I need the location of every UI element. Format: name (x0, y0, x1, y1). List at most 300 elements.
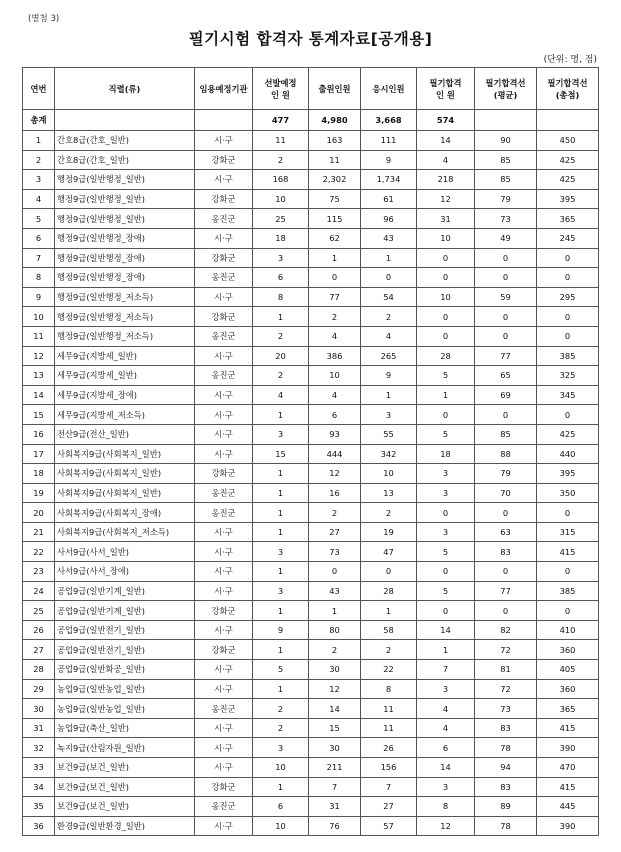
row-no: 20 (23, 503, 55, 523)
row-tested: 2 (361, 307, 417, 327)
page-title: 필기시험 합격자 통계자료[공개용] (188, 30, 433, 48)
row-agency: 시·구 (195, 346, 253, 366)
table-row (23, 346, 599, 366)
row-cut-avg: 85 (475, 170, 537, 190)
row-cut-total: 440 (537, 444, 599, 464)
row-applied: 0 (309, 562, 361, 582)
row-passed: 4 (417, 699, 475, 719)
row-no: 1 (23, 131, 55, 151)
row-cut-avg: 70 (475, 483, 537, 503)
table-row (23, 542, 599, 562)
row-cut-avg: 0 (475, 307, 537, 327)
row-applied: 10 (309, 366, 361, 386)
row-planned: 1 (253, 562, 309, 582)
row-cut-avg: 69 (475, 385, 537, 405)
row-series: 세무9급(지방세_일반) (55, 346, 195, 366)
row-series: 전산9급(전산_일반) (55, 424, 195, 444)
row-agency: 강화군 (195, 150, 253, 170)
row-planned: 10 (253, 189, 309, 209)
row-cut-avg: 85 (475, 424, 537, 444)
row-no: 12 (23, 346, 55, 366)
row-no: 9 (23, 287, 55, 307)
row-cut-total: 425 (537, 424, 599, 444)
row-applied: 11 (309, 150, 361, 170)
row-tested: 0 (361, 562, 417, 582)
row-agency: 강화군 (195, 464, 253, 484)
row-agency: 강화군 (195, 248, 253, 268)
row-agency: 옹진군 (195, 366, 253, 386)
row-passed: 8 (417, 797, 475, 817)
row-applied: 2 (309, 640, 361, 660)
table-row (23, 464, 599, 484)
table-row (23, 405, 599, 425)
row-series: 세무9급(지방세_장애) (55, 385, 195, 405)
row-planned: 2 (253, 150, 309, 170)
row-series: 보건9급(보건_일반) (55, 777, 195, 797)
row-planned: 1 (253, 483, 309, 503)
row-no: 23 (23, 562, 55, 582)
row-passed: 31 (417, 209, 475, 229)
row-cut-avg: 90 (475, 131, 537, 151)
row-agency: 옹진군 (195, 483, 253, 503)
row-cut-total: 395 (537, 464, 599, 484)
row-cut-total: 405 (537, 660, 599, 680)
row-cut-total: 390 (537, 738, 599, 758)
row-no: 36 (23, 816, 55, 836)
table-row (23, 816, 599, 836)
row-cut-total: 0 (537, 405, 599, 425)
table-row (23, 562, 599, 582)
row-no: 11 (23, 326, 55, 346)
row-no: 34 (23, 777, 55, 797)
row-planned: 1 (253, 522, 309, 542)
row-agency: 강화군 (195, 601, 253, 621)
row-tested: 8 (361, 679, 417, 699)
table-row (23, 699, 599, 719)
row-cut-total: 385 (537, 581, 599, 601)
table-row (23, 307, 599, 327)
row-cut-avg: 83 (475, 542, 537, 562)
row-tested: 11 (361, 718, 417, 738)
row-applied: 80 (309, 620, 361, 640)
row-series: 간호8급(간호_일반) (55, 150, 195, 170)
row-planned: 2 (253, 718, 309, 738)
row-tested: 13 (361, 483, 417, 503)
row-no: 29 (23, 679, 55, 699)
row-applied: 4 (309, 326, 361, 346)
row-no: 5 (23, 209, 55, 229)
row-passed: 5 (417, 366, 475, 386)
total-row (23, 110, 599, 131)
row-agency: 시·구 (195, 444, 253, 464)
table-row (23, 444, 599, 464)
row-tested: 2 (361, 640, 417, 660)
row-cut-total: 415 (537, 777, 599, 797)
row-tested: 111 (361, 131, 417, 151)
row-agency: 옹진군 (195, 209, 253, 229)
row-cut-total: 360 (537, 640, 599, 660)
row-tested: 28 (361, 581, 417, 601)
row-cut-total: 350 (537, 483, 599, 503)
row-planned: 1 (253, 307, 309, 327)
row-agency: 시·구 (195, 385, 253, 405)
row-series: 세무9급(지방세_저소득) (55, 405, 195, 425)
row-agency: 시·구 (195, 581, 253, 601)
row-no: 22 (23, 542, 55, 562)
row-cut-avg: 72 (475, 679, 537, 699)
row-cut-total: 450 (537, 131, 599, 151)
row-cut-avg: 88 (475, 444, 537, 464)
row-cut-avg: 0 (475, 326, 537, 346)
row-tested: 2 (361, 503, 417, 523)
row-cut-avg: 77 (475, 346, 537, 366)
row-planned: 6 (253, 268, 309, 288)
row-passed: 0 (417, 503, 475, 523)
row-cut-avg: 0 (475, 405, 537, 425)
row-no: 7 (23, 248, 55, 268)
row-tested: 11 (361, 699, 417, 719)
row-passed: 5 (417, 424, 475, 444)
row-cut-total: 315 (537, 522, 599, 542)
row-cut-avg: 79 (475, 189, 537, 209)
row-cut-avg: 77 (475, 581, 537, 601)
row-applied: 386 (309, 346, 361, 366)
total-tested: 3,668 (361, 110, 417, 131)
row-passed: 3 (417, 483, 475, 503)
row-cut-avg: 85 (475, 150, 537, 170)
row-cut-avg: 78 (475, 816, 537, 836)
table-row (23, 777, 599, 797)
row-agency: 시·구 (195, 738, 253, 758)
header-col-agency: 임용예정기관 (195, 68, 253, 110)
header-col-cut-total: 필기합격선 (총점) (537, 68, 599, 110)
row-no: 10 (23, 307, 55, 327)
row-passed: 0 (417, 307, 475, 327)
row-agency: 시·구 (195, 542, 253, 562)
row-cut-avg: 81 (475, 660, 537, 680)
row-planned: 2 (253, 366, 309, 386)
row-cut-total: 0 (537, 248, 599, 268)
total-cut-avg (475, 110, 537, 131)
row-applied: 27 (309, 522, 361, 542)
row-applied: 93 (309, 424, 361, 444)
row-agency: 시·구 (195, 718, 253, 738)
row-planned: 168 (253, 170, 309, 190)
row-series: 행정9급(일반행정_일반) (55, 209, 195, 229)
row-passed: 6 (417, 738, 475, 758)
row-cut-total: 245 (537, 228, 599, 248)
row-applied: 7 (309, 777, 361, 797)
row-planned: 1 (253, 777, 309, 797)
row-applied: 163 (309, 131, 361, 151)
row-tested: 61 (361, 189, 417, 209)
row-series: 공업9급(일반화공_일반) (55, 660, 195, 680)
row-planned: 1 (253, 503, 309, 523)
total-label: 총계 (23, 110, 55, 131)
row-passed: 0 (417, 326, 475, 346)
row-series: 사회복지9급(사회복지_저소득) (55, 522, 195, 542)
row-cut-total: 345 (537, 385, 599, 405)
row-tested: 1,734 (361, 170, 417, 190)
row-applied: 77 (309, 287, 361, 307)
row-planned: 10 (253, 816, 309, 836)
row-no: 33 (23, 758, 55, 778)
row-tested: 58 (361, 620, 417, 640)
table-row (23, 718, 599, 738)
row-series: 행정9급(일반행정_일반) (55, 189, 195, 209)
table-row (23, 522, 599, 542)
row-cut-avg: 49 (475, 228, 537, 248)
row-applied: 14 (309, 699, 361, 719)
row-cut-total: 425 (537, 150, 599, 170)
row-applied: 12 (309, 679, 361, 699)
row-no: 25 (23, 601, 55, 621)
row-cut-avg: 83 (475, 718, 537, 738)
row-cut-total: 410 (537, 620, 599, 640)
header-col-series: 직렬(류) (55, 68, 195, 110)
row-agency: 시·구 (195, 562, 253, 582)
row-cut-avg: 79 (475, 464, 537, 484)
row-applied: 62 (309, 228, 361, 248)
row-series: 공업9급(일반전기_일반) (55, 620, 195, 640)
row-series: 농업9급(일반농업_일반) (55, 679, 195, 699)
row-passed: 12 (417, 189, 475, 209)
row-passed: 3 (417, 679, 475, 699)
row-passed: 0 (417, 562, 475, 582)
row-planned: 15 (253, 444, 309, 464)
row-series: 사회복지9급(사회복지_일반) (55, 464, 195, 484)
row-cut-avg: 0 (475, 601, 537, 621)
row-planned: 6 (253, 797, 309, 817)
row-passed: 0 (417, 601, 475, 621)
row-passed: 1 (417, 640, 475, 660)
row-no: 19 (23, 483, 55, 503)
table-row (23, 581, 599, 601)
row-tested: 156 (361, 758, 417, 778)
row-no: 27 (23, 640, 55, 660)
header-col-no: 연번 (23, 68, 55, 110)
table-row (23, 660, 599, 680)
row-series: 행정9급(일반행정_장애) (55, 248, 195, 268)
header-col-tested: 응시인원 (361, 68, 417, 110)
row-cut-total: 0 (537, 562, 599, 582)
row-planned: 1 (253, 640, 309, 660)
table-row (23, 601, 599, 621)
row-planned: 18 (253, 228, 309, 248)
row-cut-total: 0 (537, 601, 599, 621)
row-planned: 3 (253, 424, 309, 444)
row-agency: 시·구 (195, 816, 253, 836)
total-empty-cell (55, 110, 195, 131)
row-applied: 75 (309, 189, 361, 209)
row-cut-total: 0 (537, 326, 599, 346)
row-series: 사회복지9급(사회복지_장애) (55, 503, 195, 523)
row-series: 환경9급(일반환경_일반) (55, 816, 195, 836)
row-applied: 0 (309, 268, 361, 288)
table-row (23, 385, 599, 405)
table-row (23, 248, 599, 268)
row-series: 행정9급(일반행정_저소득) (55, 307, 195, 327)
row-cut-avg: 89 (475, 797, 537, 817)
row-cut-avg: 73 (475, 209, 537, 229)
row-planned: 1 (253, 464, 309, 484)
row-agency: 옹진군 (195, 503, 253, 523)
total-cut-total (537, 110, 599, 131)
row-cut-total: 0 (537, 307, 599, 327)
table-row (23, 366, 599, 386)
row-applied: 1 (309, 248, 361, 268)
row-agency: 시·구 (195, 228, 253, 248)
table-row (23, 620, 599, 640)
table-row (23, 228, 599, 248)
header-col-planned: 선발예정 인 원 (253, 68, 309, 110)
table-row (23, 738, 599, 758)
row-cut-avg: 78 (475, 738, 537, 758)
row-tested: 9 (361, 366, 417, 386)
row-agency: 강화군 (195, 777, 253, 797)
row-planned: 3 (253, 581, 309, 601)
row-cut-total: 0 (537, 503, 599, 523)
total-applied: 4,980 (309, 110, 361, 131)
row-applied: 4 (309, 385, 361, 405)
row-tested: 1 (361, 385, 417, 405)
table-row (23, 131, 599, 151)
row-agency: 시·구 (195, 287, 253, 307)
row-no: 6 (23, 228, 55, 248)
row-series: 사서9급(사서_장애) (55, 562, 195, 582)
table-row (23, 326, 599, 346)
row-tested: 9 (361, 150, 417, 170)
row-agency: 시·구 (195, 679, 253, 699)
row-passed: 5 (417, 542, 475, 562)
row-applied: 43 (309, 581, 361, 601)
row-planned: 25 (253, 209, 309, 229)
row-planned: 3 (253, 248, 309, 268)
table-row (23, 170, 599, 190)
row-agency: 옹진군 (195, 797, 253, 817)
row-tested: 3 (361, 405, 417, 425)
row-planned: 1 (253, 679, 309, 699)
row-series: 공업9급(일반전기_일반) (55, 640, 195, 660)
row-cut-total: 390 (537, 816, 599, 836)
row-cut-avg: 83 (475, 777, 537, 797)
row-series: 간호8급(간호_일반) (55, 131, 195, 151)
table-row (23, 424, 599, 444)
row-no: 17 (23, 444, 55, 464)
row-applied: 15 (309, 718, 361, 738)
row-planned: 3 (253, 542, 309, 562)
row-applied: 73 (309, 542, 361, 562)
row-passed: 4 (417, 718, 475, 738)
row-no: 28 (23, 660, 55, 680)
row-cut-avg: 82 (475, 620, 537, 640)
row-applied: 115 (309, 209, 361, 229)
table-row (23, 483, 599, 503)
row-agency: 옹진군 (195, 268, 253, 288)
row-passed: 5 (417, 581, 475, 601)
row-agency: 시·구 (195, 522, 253, 542)
row-applied: 30 (309, 660, 361, 680)
row-passed: 14 (417, 620, 475, 640)
row-no: 26 (23, 620, 55, 640)
total-empty-cell (195, 110, 253, 131)
row-no: 3 (23, 170, 55, 190)
row-agency: 시·구 (195, 660, 253, 680)
row-planned: 1 (253, 405, 309, 425)
row-planned: 4 (253, 385, 309, 405)
row-cut-total: 445 (537, 797, 599, 817)
row-cut-avg: 0 (475, 503, 537, 523)
row-cut-total: 365 (537, 209, 599, 229)
row-passed: 7 (417, 660, 475, 680)
row-planned: 10 (253, 758, 309, 778)
row-series: 사서9급(사서_일반) (55, 542, 195, 562)
row-applied: 16 (309, 483, 361, 503)
row-cut-avg: 73 (475, 699, 537, 719)
row-agency: 강화군 (195, 189, 253, 209)
row-tested: 0 (361, 268, 417, 288)
row-series: 행정9급(일반행정_장애) (55, 228, 195, 248)
row-tested: 54 (361, 287, 417, 307)
row-no: 32 (23, 738, 55, 758)
row-planned: 20 (253, 346, 309, 366)
table-row (23, 150, 599, 170)
row-no: 15 (23, 405, 55, 425)
row-applied: 211 (309, 758, 361, 778)
stats-table (22, 67, 599, 836)
table-row (23, 209, 599, 229)
row-planned: 9 (253, 620, 309, 640)
row-tested: 7 (361, 777, 417, 797)
table-row (23, 758, 599, 778)
row-tested: 265 (361, 346, 417, 366)
row-cut-avg: 0 (475, 268, 537, 288)
row-cut-total: 395 (537, 189, 599, 209)
row-tested: 27 (361, 797, 417, 817)
row-tested: 22 (361, 660, 417, 680)
header-row (23, 68, 599, 110)
table-row (23, 287, 599, 307)
row-cut-total: 415 (537, 542, 599, 562)
row-tested: 1 (361, 601, 417, 621)
row-no: 18 (23, 464, 55, 484)
row-series: 행정9급(일반행정_저소득) (55, 287, 195, 307)
row-tested: 57 (361, 816, 417, 836)
row-passed: 4 (417, 150, 475, 170)
row-cut-avg: 59 (475, 287, 537, 307)
row-passed: 1 (417, 385, 475, 405)
row-tested: 19 (361, 522, 417, 542)
row-passed: 3 (417, 464, 475, 484)
row-tested: 4 (361, 326, 417, 346)
row-passed: 10 (417, 287, 475, 307)
row-passed: 10 (417, 228, 475, 248)
row-passed: 218 (417, 170, 475, 190)
row-applied: 12 (309, 464, 361, 484)
row-cut-total: 295 (537, 287, 599, 307)
row-no: 21 (23, 522, 55, 542)
row-passed: 14 (417, 131, 475, 151)
row-series: 세무9급(지방세_일반) (55, 366, 195, 386)
table-row (23, 189, 599, 209)
row-cut-total: 325 (537, 366, 599, 386)
header-col-applied: 출원인원 (309, 68, 361, 110)
row-passed: 18 (417, 444, 475, 464)
row-passed: 0 (417, 268, 475, 288)
row-series: 농업9급(축산_일반) (55, 718, 195, 738)
row-no: 14 (23, 385, 55, 405)
row-passed: 3 (417, 777, 475, 797)
